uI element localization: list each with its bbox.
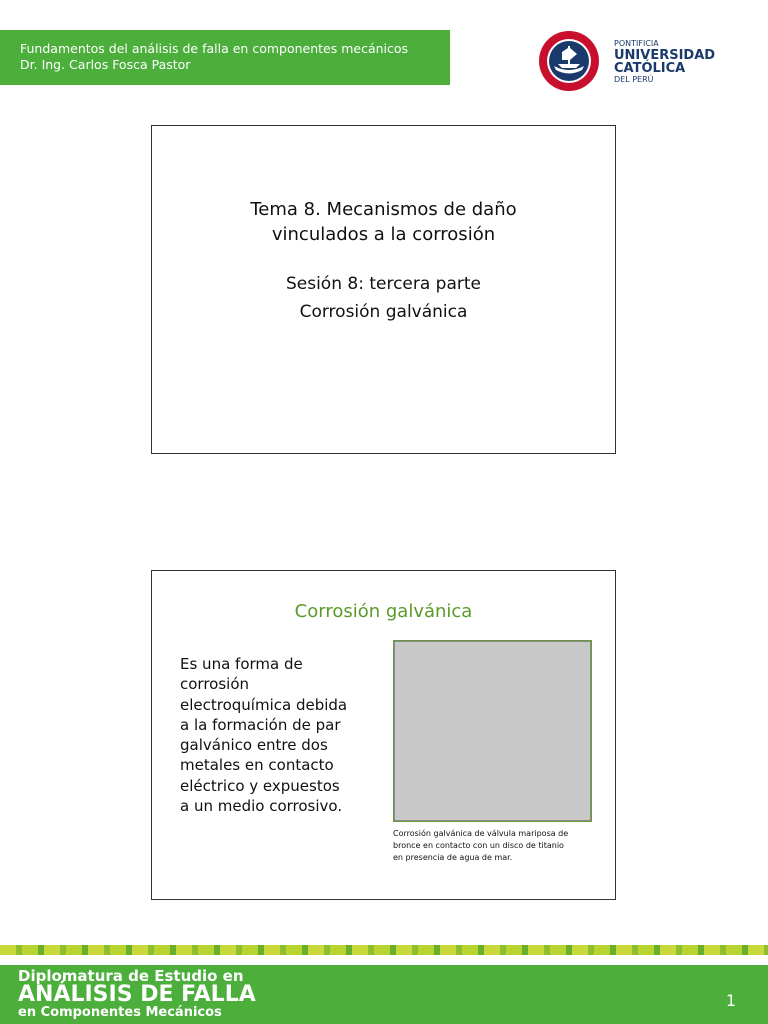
caption-line: bronce en contacto con un disco de titanio bbox=[393, 841, 564, 850]
slide-title bbox=[151, 125, 616, 454]
slide1-title-line2: vinculados a la corrosión bbox=[271, 224, 496, 245]
slide1-topic: Corrosión galvánica bbox=[299, 302, 468, 322]
university-name bbox=[614, 30, 714, 85]
body-line: electroquímica debida bbox=[180, 695, 348, 714]
footer-line-2: ANÁLISIS DE FALLA bbox=[18, 982, 256, 1007]
footer-banner bbox=[0, 965, 768, 1024]
course-title: Fundamentos del análisis de falla en componentes mecánicos bbox=[20, 41, 409, 56]
caption-line: en presencia de agua de mar. bbox=[393, 853, 513, 862]
body-line: metales en contacto bbox=[180, 756, 334, 775]
slide-content bbox=[151, 570, 616, 900]
body-line: a un medio corrosivo. bbox=[180, 797, 343, 816]
header-banner bbox=[0, 30, 450, 85]
slide2-title: Corrosión galvánica bbox=[294, 601, 473, 622]
logo-line-1: PONTIFICIA bbox=[614, 39, 659, 48]
page-number: 1 bbox=[725, 991, 736, 1010]
body-line: galvánico entre dos bbox=[180, 736, 328, 755]
logo-line-4: DEL PERÚ bbox=[614, 75, 654, 84]
footer-line-1: Diplomatura de Estudio en bbox=[18, 967, 244, 985]
slide1-title-line1: Tema 8. Mecanismos de daño bbox=[250, 199, 517, 220]
decorative-stripe bbox=[0, 945, 768, 955]
corrosion-photo bbox=[393, 640, 592, 822]
body-line: eléctrico y expuestos bbox=[180, 776, 340, 795]
instructor-name: Dr. Ing. Carlos Fosca Pastor bbox=[20, 57, 191, 72]
footer-line-3: en Componentes Mecánicos bbox=[18, 1005, 222, 1020]
caption-line: Corrosión galvánica de válvula mariposa de bbox=[393, 829, 569, 838]
corrosion-photo-placeholder bbox=[394, 641, 591, 821]
logo-line-2: UNIVERSIDAD bbox=[614, 48, 716, 63]
university-seal-icon bbox=[536, 30, 602, 92]
body-line: a la formación de par bbox=[180, 715, 341, 734]
university-logo bbox=[536, 30, 716, 92]
slide1-session: Sesión 8: tercera parte bbox=[285, 274, 482, 294]
slide2-body bbox=[180, 654, 380, 816]
body-line: corrosión bbox=[180, 675, 250, 694]
logo-line-3: CATÓLICA bbox=[614, 61, 686, 76]
photo-caption bbox=[393, 828, 599, 864]
body-line: Es una forma de bbox=[180, 655, 303, 673]
